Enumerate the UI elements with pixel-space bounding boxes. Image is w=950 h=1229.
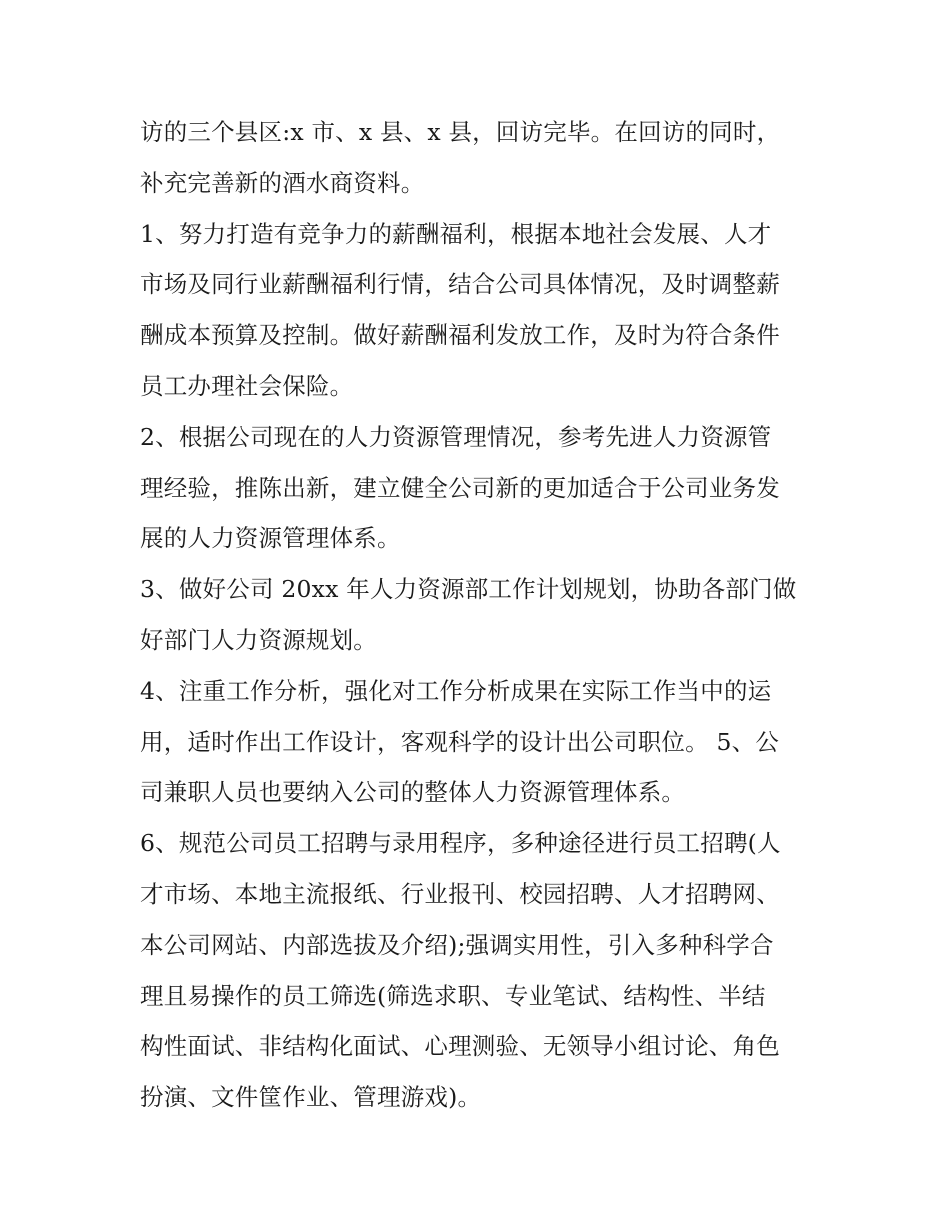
text-line: 访的三个县区:x 市、x 县、x 县，回访完毕。在回访的同时，: [140, 118, 781, 146]
text-line: 司兼职人员也要纳入公司的整体人力资源管理体系。: [140, 778, 686, 807]
text-line: 6、规范公司员工招聘与录用程序，多种途径进行员工招聘(人: [140, 829, 781, 858]
text-line: 展的人力资源管理体系。: [140, 524, 401, 553]
text-line: 员工办理社会保险。: [140, 371, 354, 400]
text-line: 3、做好公司 20xx 年人力资源部工作计划规划，协助各部门做: [140, 575, 797, 604]
text-line: 才市场、本地主流报纸、行业报刊、校园招聘、人才招聘网、: [140, 879, 780, 908]
text-line: 市场及同行业薪酬福利行情，结合公司具体情况，及时调整薪: [140, 270, 780, 299]
text-line: 扮演、文件筐作业、管理游戏)。: [140, 1083, 482, 1112]
text-line: 好部门人力资源规划。: [140, 625, 377, 654]
text-line: 2、根据公司现在的人力资源管理情况，参考先进人力资源管: [140, 422, 772, 451]
text-line: 1、努力打造有竞争力的薪酬福利，根据本地社会发展、人才: [140, 219, 772, 248]
text-line: 4、注重工作分析，强化对工作分析成果在实际工作当中的运: [140, 676, 772, 705]
text-line: 用，适时作出工作设计，客观科学的设计出公司职位。 5、公: [140, 727, 780, 756]
text-line: 理经验，推陈出新，建立健全公司新的更加适合于公司业务发: [140, 473, 780, 502]
document-body: [140, 107, 820, 1123]
text-line: 酬成本预算及控制。做好薪酬福利发放工作，及时为符合条件: [140, 321, 780, 350]
text-line: 理且易操作的员工筛选(筛选求职、专业笔试、结构性、半结: [140, 981, 766, 1010]
text-line: 构性面试、非结构化面试、心理测验、无领导小组讨论、角色: [140, 1032, 780, 1061]
text-line: 补充完善新的酒水商资料。: [140, 168, 425, 197]
text-line: 本公司网站、内部选拔及介绍);强调实用性，引入多种科学合: [140, 930, 774, 959]
